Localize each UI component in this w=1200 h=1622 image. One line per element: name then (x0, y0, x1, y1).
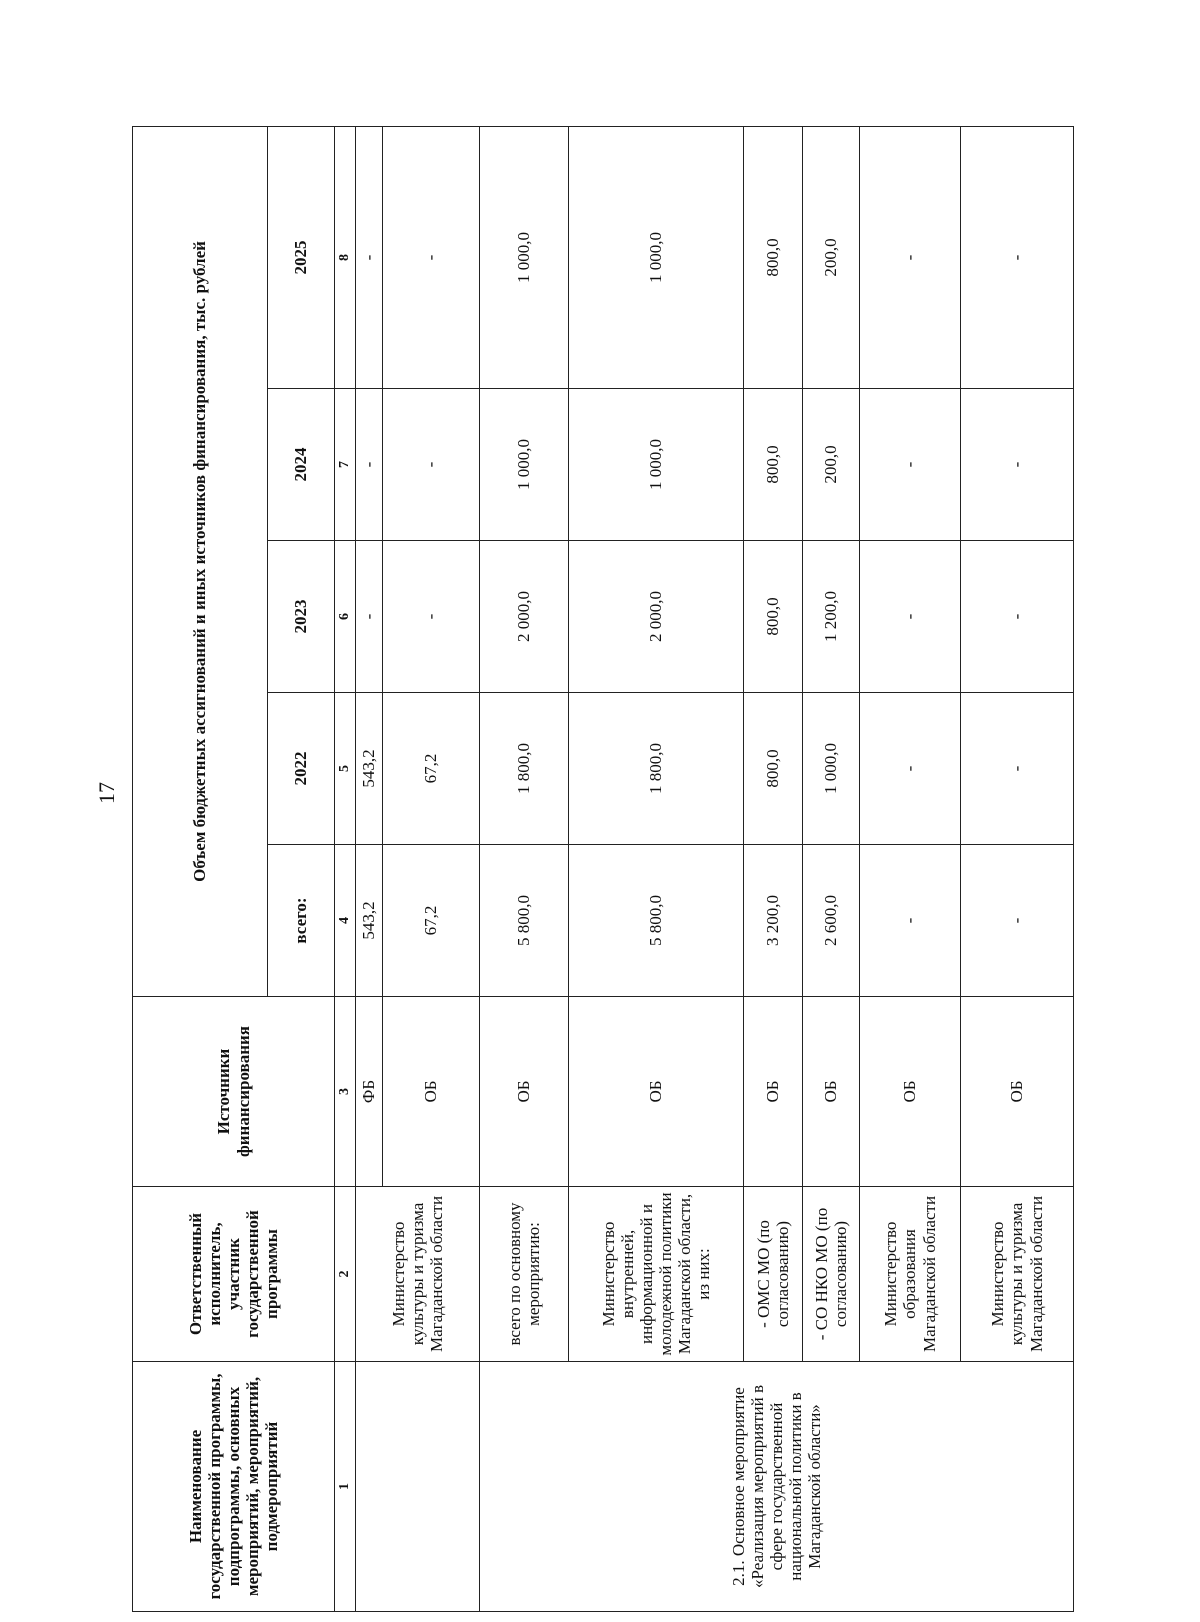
source-cell: ОБ (961, 997, 1074, 1187)
value-2025-cell: - (961, 126, 1074, 388)
header-volume: Объем бюджетных ассигнований и иных источников финансирования, тыс. рублей (133, 126, 268, 996)
budget-table (132, 126, 1074, 1612)
value-2024-cell: - (383, 389, 480, 541)
value-2022-cell: 1 800,0 (480, 693, 569, 845)
total-cell: - (860, 845, 961, 997)
value-2025-cell: - (383, 126, 480, 388)
column-number: 5 (335, 693, 356, 845)
column-number: 1 (335, 1362, 356, 1612)
value-2024-cell: 800,0 (744, 389, 803, 541)
value-2025-cell: - (860, 126, 961, 388)
executor-cell: - СО НКО МО (по согласованию) (803, 1187, 860, 1362)
source-cell: ОБ (480, 997, 569, 1187)
executor-cell: всего по основному мероприятию: (480, 1187, 569, 1362)
total-cell: - (961, 845, 1074, 997)
value-2023-cell: 2 000,0 (480, 541, 569, 693)
value-2025-cell: - (356, 126, 383, 388)
value-2022-cell: 1 000,0 (803, 693, 860, 845)
activity-name-cell: 2.1. Основное мероприятие «Реализация мероприятий в сфере государственной национальной политики в Магаданской области» (480, 1362, 1074, 1612)
value-2022-cell: - (860, 693, 961, 845)
page-number: 17 (94, 782, 119, 804)
value-2024-cell: 1 000,0 (480, 389, 569, 541)
value-2022-cell: 67,2 (383, 693, 480, 845)
source-cell: ОБ (860, 997, 961, 1187)
value-2024-cell: - (961, 389, 1074, 541)
value-2025-cell: 1 000,0 (480, 126, 569, 388)
total-cell: 5 800,0 (480, 845, 569, 997)
header-year-2025: 2025 (268, 126, 335, 388)
value-2024-cell: - (356, 389, 383, 541)
budget-table-rotated-container (132, 127, 1044, 1612)
name-cell-empty (356, 1362, 480, 1612)
value-2025-cell: 800,0 (744, 126, 803, 388)
executor-cell: - ОМС МО (по согласованию) (744, 1187, 803, 1362)
value-2023-cell: - (383, 541, 480, 693)
value-2024-cell: 200,0 (803, 389, 860, 541)
source-cell: ФБ (356, 997, 383, 1187)
column-number: 6 (335, 541, 356, 693)
total-cell: 5 800,0 (569, 845, 744, 997)
value-2023-cell: 800,0 (744, 541, 803, 693)
value-2023-cell: - (356, 541, 383, 693)
table-row (356, 126, 383, 1611)
column-number: 7 (335, 389, 356, 541)
header-year-2023: 2023 (268, 541, 335, 693)
value-2023-cell: 2 000,0 (569, 541, 744, 693)
total-cell: 67,2 (383, 845, 480, 997)
source-cell: ОБ (569, 997, 744, 1187)
value-2022-cell: 1 800,0 (569, 693, 744, 845)
column-number: 2 (335, 1187, 356, 1362)
column-number: 3 (335, 997, 356, 1187)
total-cell: 543,2 (356, 845, 383, 997)
value-2023-cell: - (961, 541, 1074, 693)
column-number: 4 (335, 845, 356, 997)
header-sources: Источники финансирования (133, 997, 335, 1187)
executor-cell: Министерство культуры и туризма Магаданской области (356, 1187, 480, 1362)
value-2023-cell: 1 200,0 (803, 541, 860, 693)
header-total: всего: (268, 845, 335, 997)
executor-cell: Министерство культуры и туризма Магаданской области (961, 1187, 1074, 1362)
header-name: Наименование государственной программы, подпрограммы, основных мероприятий, мероприятий, подмероприятий (133, 1362, 335, 1612)
source-cell: ОБ (744, 997, 803, 1187)
source-cell: ОБ (803, 997, 860, 1187)
value-2022-cell: - (961, 693, 1074, 845)
header-year-2024: 2024 (268, 389, 335, 541)
executor-cell: Министерство внутренней, информационной и молодежной политики Магаданской области, из них: (569, 1187, 744, 1362)
value-2024-cell: - (860, 389, 961, 541)
total-cell: 2 600,0 (803, 845, 860, 997)
source-cell: ОБ (383, 997, 480, 1187)
executor-cell: Министерство образования Магаданской области (860, 1187, 961, 1362)
column-number: 8 (335, 126, 356, 388)
table-row (480, 126, 569, 1611)
value-2025-cell: 1 000,0 (569, 126, 744, 388)
header-year-2022: 2022 (268, 693, 335, 845)
value-2022-cell: 800,0 (744, 693, 803, 845)
total-cell: 3 200,0 (744, 845, 803, 997)
value-2022-cell: 543,2 (356, 693, 383, 845)
value-2024-cell: 1 000,0 (569, 389, 744, 541)
value-2023-cell: - (860, 541, 961, 693)
column-numbers-row (335, 126, 356, 1611)
value-2025-cell: 200,0 (803, 126, 860, 388)
header-executor: Ответственный исполнитель, участник государственной программы (133, 1187, 335, 1362)
